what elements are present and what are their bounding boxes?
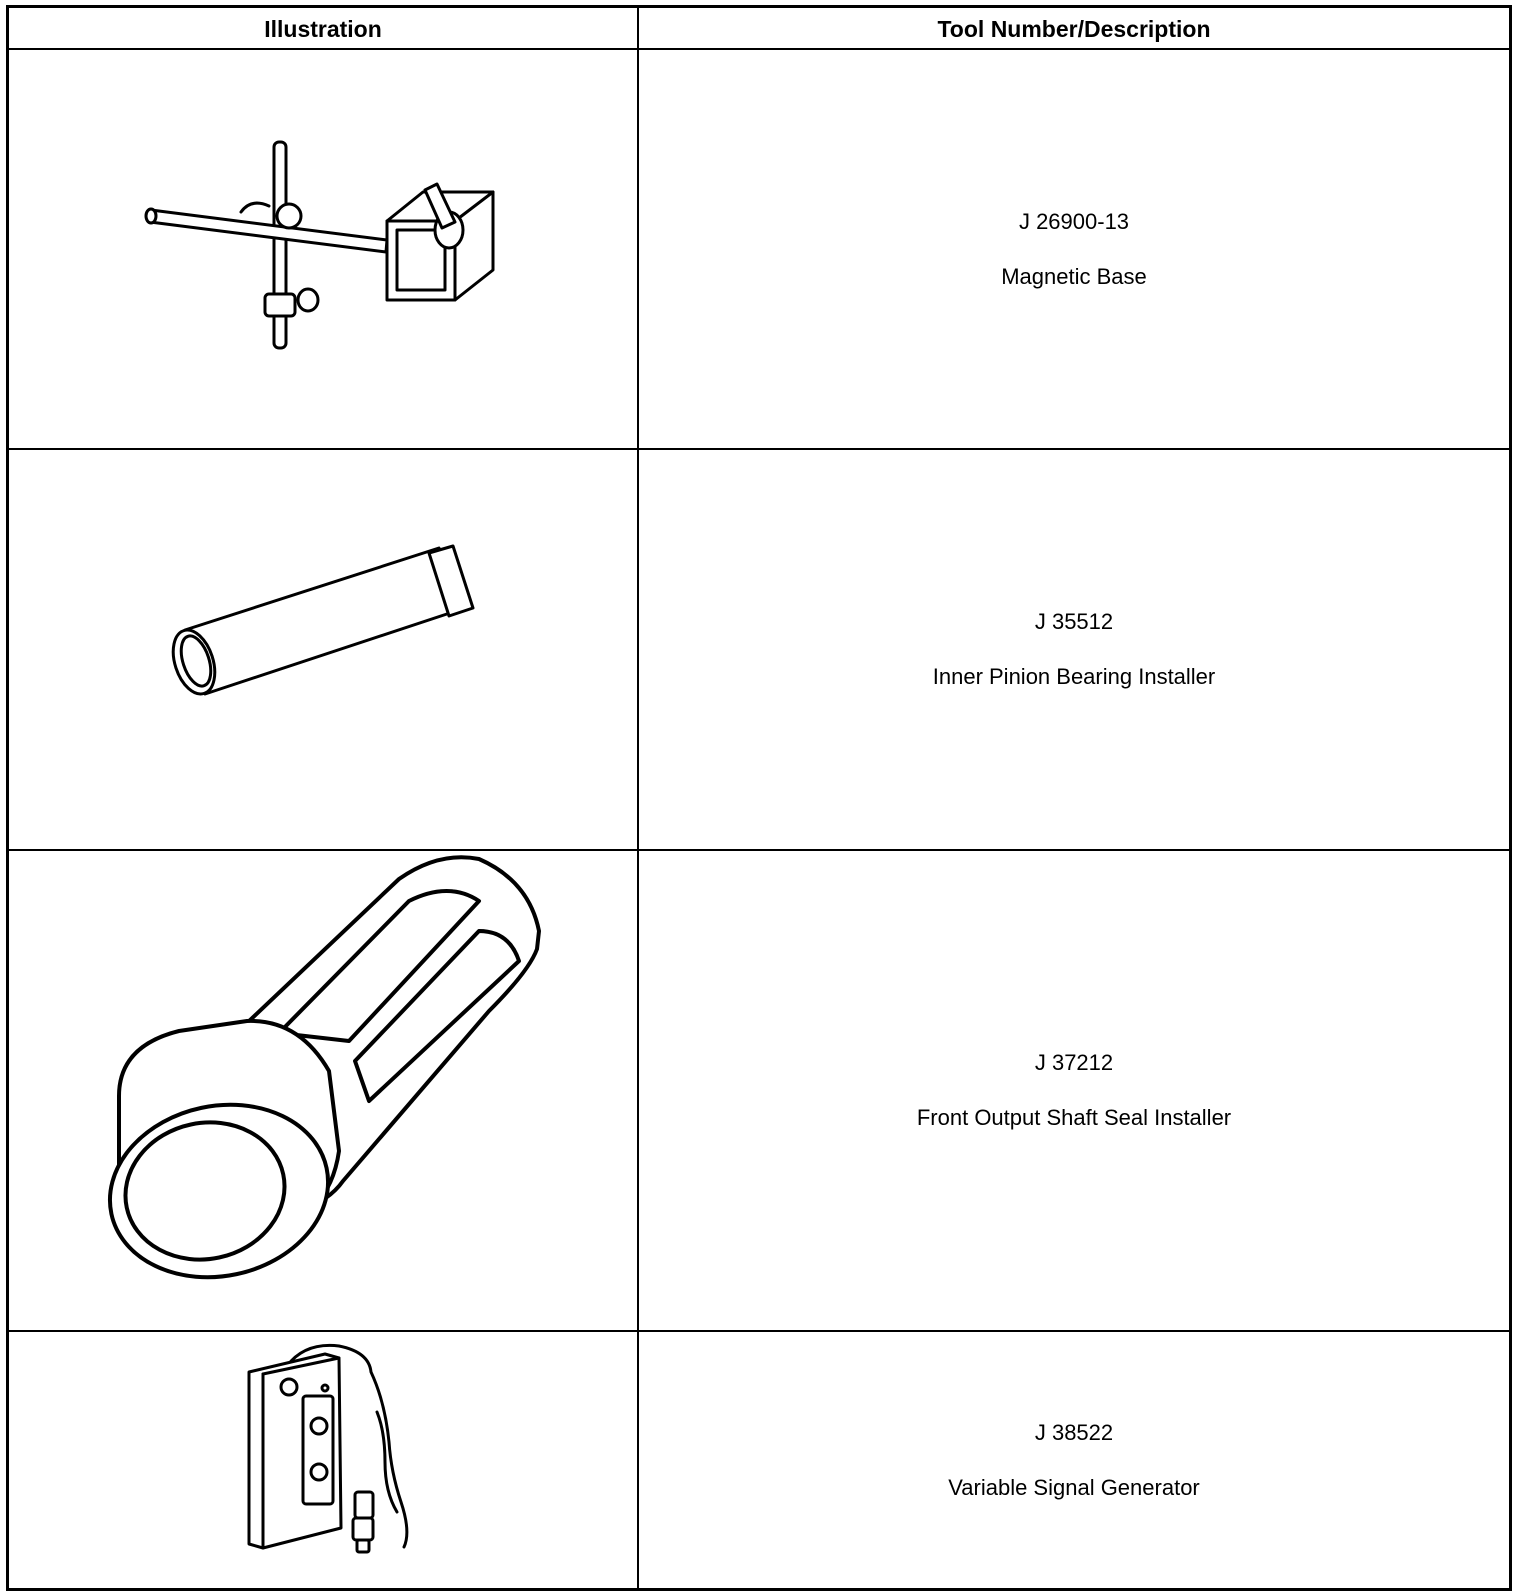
header-tool-number: Tool Number/Description: [937, 15, 1211, 42]
tool-number: J 37212: [1034, 1050, 1114, 1075]
tool-description: Magnetic Base: [1001, 263, 1147, 289]
tool-number: J 38522: [1034, 1419, 1114, 1445]
tool-description: Inner Pinion Bearing Installer: [932, 664, 1216, 689]
tool-table: [6, 5, 1512, 1591]
tool-description: Front Output Shaft Seal Installer: [916, 1105, 1232, 1130]
seal-installer-icon: [9, 851, 637, 1330]
tool-number: J 26900-13: [1018, 208, 1130, 234]
tool-description: Variable Signal Generator: [948, 1474, 1200, 1500]
signal-generator-icon: [9, 1332, 637, 1588]
header-illustration: Illustration: [264, 15, 382, 42]
tool-row-1: [639, 50, 1509, 448]
tool-row-4: [639, 1332, 1509, 1588]
magnetic-base-icon: [9, 50, 637, 448]
tool-number: J 35512: [1034, 609, 1114, 634]
tool-row-2: [639, 450, 1509, 849]
bearing-installer-icon: [9, 450, 637, 849]
tool-row-3: [639, 851, 1509, 1330]
